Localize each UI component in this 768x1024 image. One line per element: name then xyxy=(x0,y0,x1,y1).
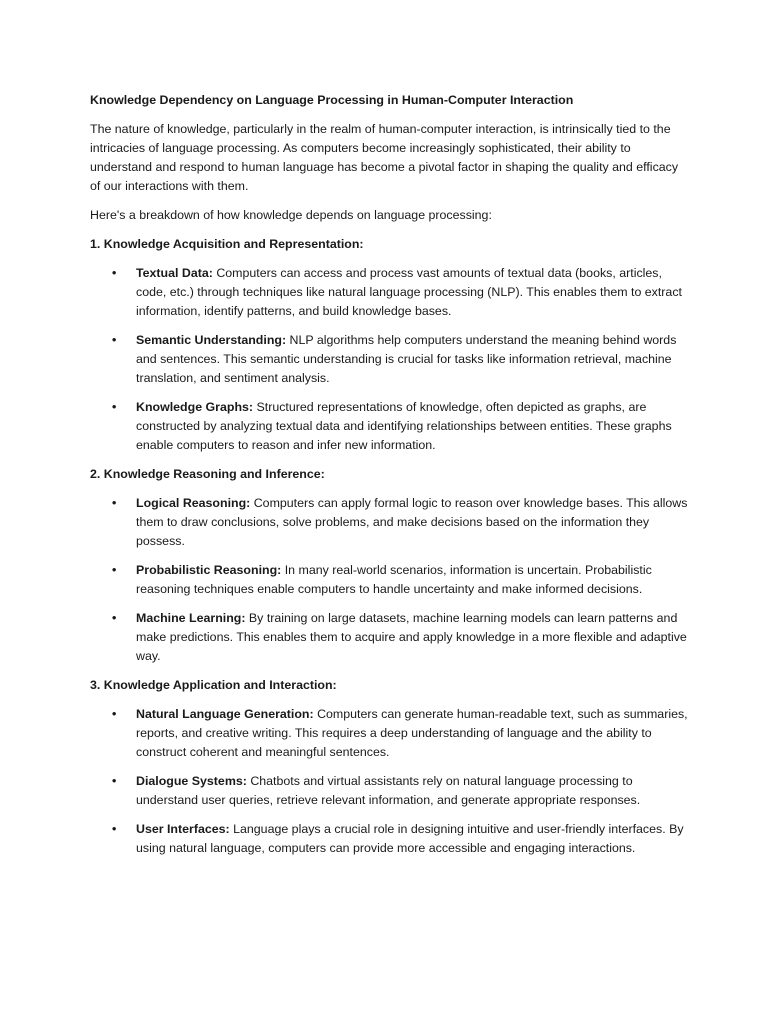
section-heading-application: 3. Knowledge Application and Interaction: xyxy=(90,678,337,692)
intro-paragraph: The nature of knowledge, particularly in the realm of human-computer interaction, is intrinsically tied to the intricacies of language processing. As computers become increasingly sophisticated, their ability to understand and respond to human language has become a pivotal factor in shaping the quality and efficacy of our interactions with them. xyxy=(90,122,679,193)
section-heading-reasoning: 2. Knowledge Reasoning and Inference: xyxy=(90,467,325,481)
bullet-icon: • xyxy=(112,563,117,577)
section-heading-acquisition: 1. Knowledge Acquisition and Representation: xyxy=(90,237,364,251)
list-item xyxy=(90,331,688,388)
item-text: In many real-world scenarios, information is uncertain. Probabilistic reasoning techniques enable computers to handle uncertainty and make informed decisions. xyxy=(136,563,652,596)
list-item xyxy=(90,609,688,666)
list-item xyxy=(90,398,688,455)
bullet-icon: • xyxy=(112,611,117,625)
section-list-application xyxy=(90,705,688,858)
bullet-icon: • xyxy=(112,496,117,510)
list-item xyxy=(90,820,688,858)
item-term: Dialogue Systems: xyxy=(136,774,247,788)
item-text: Computers can apply formal logic to reason over knowledge bases. This allows them to draw conclusions, solve problems, and make decisions based on the information they possess. xyxy=(136,496,688,548)
lead-paragraph: Here's a breakdown of how knowledge depends on language processing: xyxy=(90,208,492,222)
list-item xyxy=(90,264,688,321)
bullet-icon: • xyxy=(112,400,117,414)
bullet-icon: • xyxy=(112,774,117,788)
list-item xyxy=(90,561,688,599)
item-term: Knowledge Graphs: xyxy=(136,400,254,414)
section-list-reasoning xyxy=(90,494,688,666)
item-text: Chatbots and virtual assistants rely on natural language processing to understand user queries, retrieve relevant information, and generate appropriate responses. xyxy=(136,774,641,807)
item-term: Natural Language Generation: xyxy=(136,707,314,721)
document-title: Knowledge Dependency on Language Processing in Human-Computer Interaction xyxy=(90,93,574,107)
item-text: Computers can generate human-readable text, such as summaries, reports, and creative writing. This requires a deep understanding of language and the ability to construct coherent and meaningful sentences. xyxy=(136,707,688,759)
item-term: Logical Reasoning: xyxy=(136,496,251,510)
list-item xyxy=(90,705,688,762)
item-term: User Interfaces: xyxy=(136,822,230,836)
item-term: Textual Data: xyxy=(136,266,213,280)
item-text: By training on large datasets, machine learning models can learn patterns and make predictions. This enables them to acquire and apply knowledge in a more flexible and adaptive way. xyxy=(136,611,687,663)
item-term: Semantic Understanding: xyxy=(136,333,287,347)
item-text: NLP algorithms help computers understand the meaning behind words and sentences. This semantic understanding is crucial for tasks like information retrieval, machine translation, and sentiment analysis. xyxy=(136,333,677,385)
bullet-icon: • xyxy=(112,822,117,836)
list-item xyxy=(90,772,688,810)
section-list-acquisition xyxy=(90,264,688,455)
item-text: Structured representations of knowledge, often depicted as graphs, are constructed by analyzing textual data and identifying relationships between entities. These graphs enable computers to reason and infer new information. xyxy=(136,400,672,452)
bullet-icon: • xyxy=(112,333,117,347)
item-term: Machine Learning: xyxy=(136,611,246,625)
bullet-icon: • xyxy=(112,266,117,280)
item-text: Computers can access and process vast amounts of textual data (books, articles, code, etc.) through techniques like natural language processing (NLP). This enables them to extract information, identify patterns, and build knowledge bases. xyxy=(136,266,682,318)
item-term: Probabilistic Reasoning: xyxy=(136,563,282,577)
list-item xyxy=(90,494,688,551)
item-text: Language plays a crucial role in designing intuitive and user-friendly interfaces. By using natural language, computers can provide more accessible and engaging interactions. xyxy=(136,822,684,855)
bullet-icon: • xyxy=(112,707,117,721)
